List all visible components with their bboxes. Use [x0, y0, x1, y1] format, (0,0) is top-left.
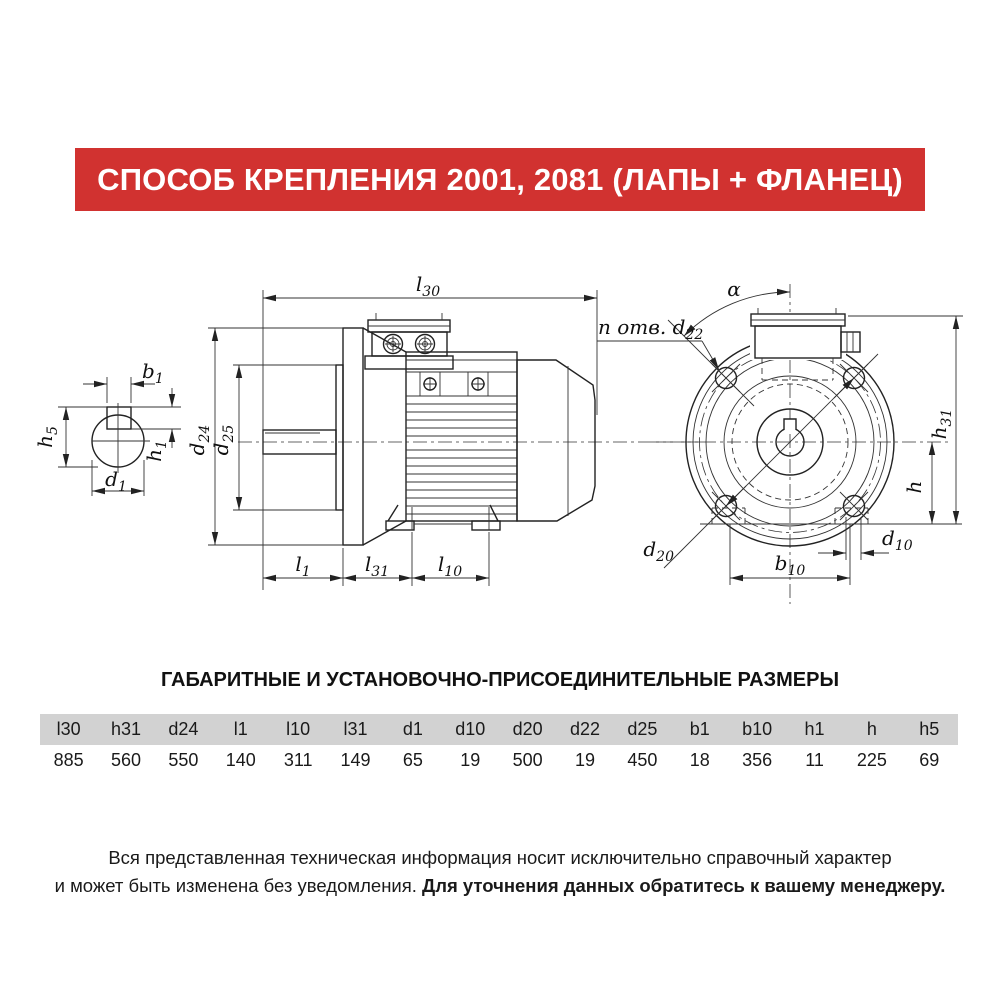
shaft-section-view: [33, 359, 181, 496]
table-value-cell: 500: [512, 750, 543, 770]
fan-cover: [517, 360, 595, 521]
disclaimer-line2-regular: и может быть изменена без уведомления.: [54, 875, 423, 896]
table-value-cell: 69: [919, 750, 940, 770]
table-header-cell: d24: [168, 719, 199, 739]
table-value-cell: 311: [283, 750, 313, 770]
table-value-cell: 19: [575, 750, 596, 770]
table-header-row: [40, 714, 958, 745]
table-header-cell: d22: [570, 719, 601, 739]
dim-label-d10: $d_{10}$: [882, 526, 913, 554]
disclaimer-line1: Вся представленная техническая информация носит исключительно справочный характер: [108, 847, 892, 868]
dimensions-table: [40, 714, 958, 776]
table-value-cell: 11: [805, 750, 824, 770]
dim-label-d1: $d_1$: [105, 467, 127, 495]
table-value-cell: 450: [627, 750, 658, 770]
table-header-cell: d25: [627, 719, 658, 739]
table-value-cell: 560: [111, 750, 142, 770]
dim-n-otv-d22: [597, 315, 719, 370]
table-header-cell: h: [866, 719, 877, 739]
table-value-row: [40, 745, 958, 776]
table-value-cell: 19: [460, 750, 481, 770]
dim-label-n-otv-d22: n отв. $d_{22}$: [598, 315, 704, 343]
table-header-cell: l1: [233, 719, 248, 739]
disclaimer-line2-bold: Для уточнения данных обратитесь к вашему менеджеру.: [422, 875, 946, 896]
terminal-box: [365, 313, 453, 369]
feet: [386, 505, 500, 530]
table-header-cell: b1: [689, 719, 710, 739]
table-value-cell: 356: [742, 750, 773, 770]
table-value-cell: 885: [53, 750, 84, 770]
dim-label-d25: $d_{25}$: [209, 424, 237, 456]
table-value-cell: 65: [402, 750, 423, 770]
dim-label-b1: $b_1$: [142, 359, 164, 387]
table-value-cell: 140: [225, 750, 256, 770]
table-header-cell: l30: [56, 719, 81, 739]
dim-label-h5: $h_5$: [33, 426, 61, 448]
table-header-cell: h1: [804, 719, 825, 739]
table-header-cell: h31: [111, 719, 142, 739]
table-header-cell: d1: [402, 719, 423, 739]
table-header-cell: h5: [919, 719, 940, 739]
flange-front-view: [597, 277, 963, 604]
page-title: СПОСОБ КРЕПЛЕНИЯ 2001, 2081 (ЛАПЫ + ФЛАНЕЦ): [97, 161, 903, 197]
dim-d24: [185, 328, 343, 545]
table-value-cell: 550: [168, 750, 199, 770]
table-header-cell: l31: [343, 719, 368, 739]
dim-d10: [818, 517, 913, 560]
table-title: ГАБАРИТНЫЕ И УСТАНОВОЧНО-ПРИСОЕДИНИТЕЛЬНЫЕ РАЗМЕРЫ: [160, 669, 840, 691]
table-header-cell: l10: [286, 719, 311, 739]
eye-bolts: [420, 372, 488, 396]
dim-l1-l31-l10: [263, 532, 489, 586]
dim-h5: [33, 407, 107, 467]
dim-label-d24: $d_{24}$: [185, 424, 213, 456]
dim-label-alpha: α: [727, 277, 741, 301]
dim-label-b10: $b_{10}$: [774, 551, 806, 579]
dim-label-l31: $l_{31}$: [364, 552, 390, 580]
table-value-cell: 225: [856, 750, 887, 770]
table-header-cell: b10: [742, 719, 773, 739]
title-banner: [75, 148, 925, 211]
dim-label-l10: $l_{10}$: [437, 552, 463, 580]
dim-h: [902, 442, 932, 524]
dim-label-h: h: [902, 480, 926, 494]
dim-label-h31: $h_{31}$: [927, 408, 955, 440]
dim-b1: [83, 359, 164, 403]
dim-d20: [643, 354, 878, 568]
table-header-cell: d20: [512, 719, 543, 739]
table-header-cell: d10: [455, 719, 486, 739]
table-value-cell: 18: [689, 750, 710, 770]
table-value-cell: 149: [340, 750, 371, 770]
dim-d25: [209, 365, 336, 510]
dim-label-l30: $l_{30}$: [415, 272, 441, 300]
disclaimer: [0, 844, 1000, 900]
dim-label-d20: $d_{20}$: [643, 537, 674, 565]
dim-label-h1: $h_1$: [142, 440, 170, 462]
dim-label-l1: $l_1$: [295, 552, 311, 580]
cable-glands: [384, 335, 435, 354]
